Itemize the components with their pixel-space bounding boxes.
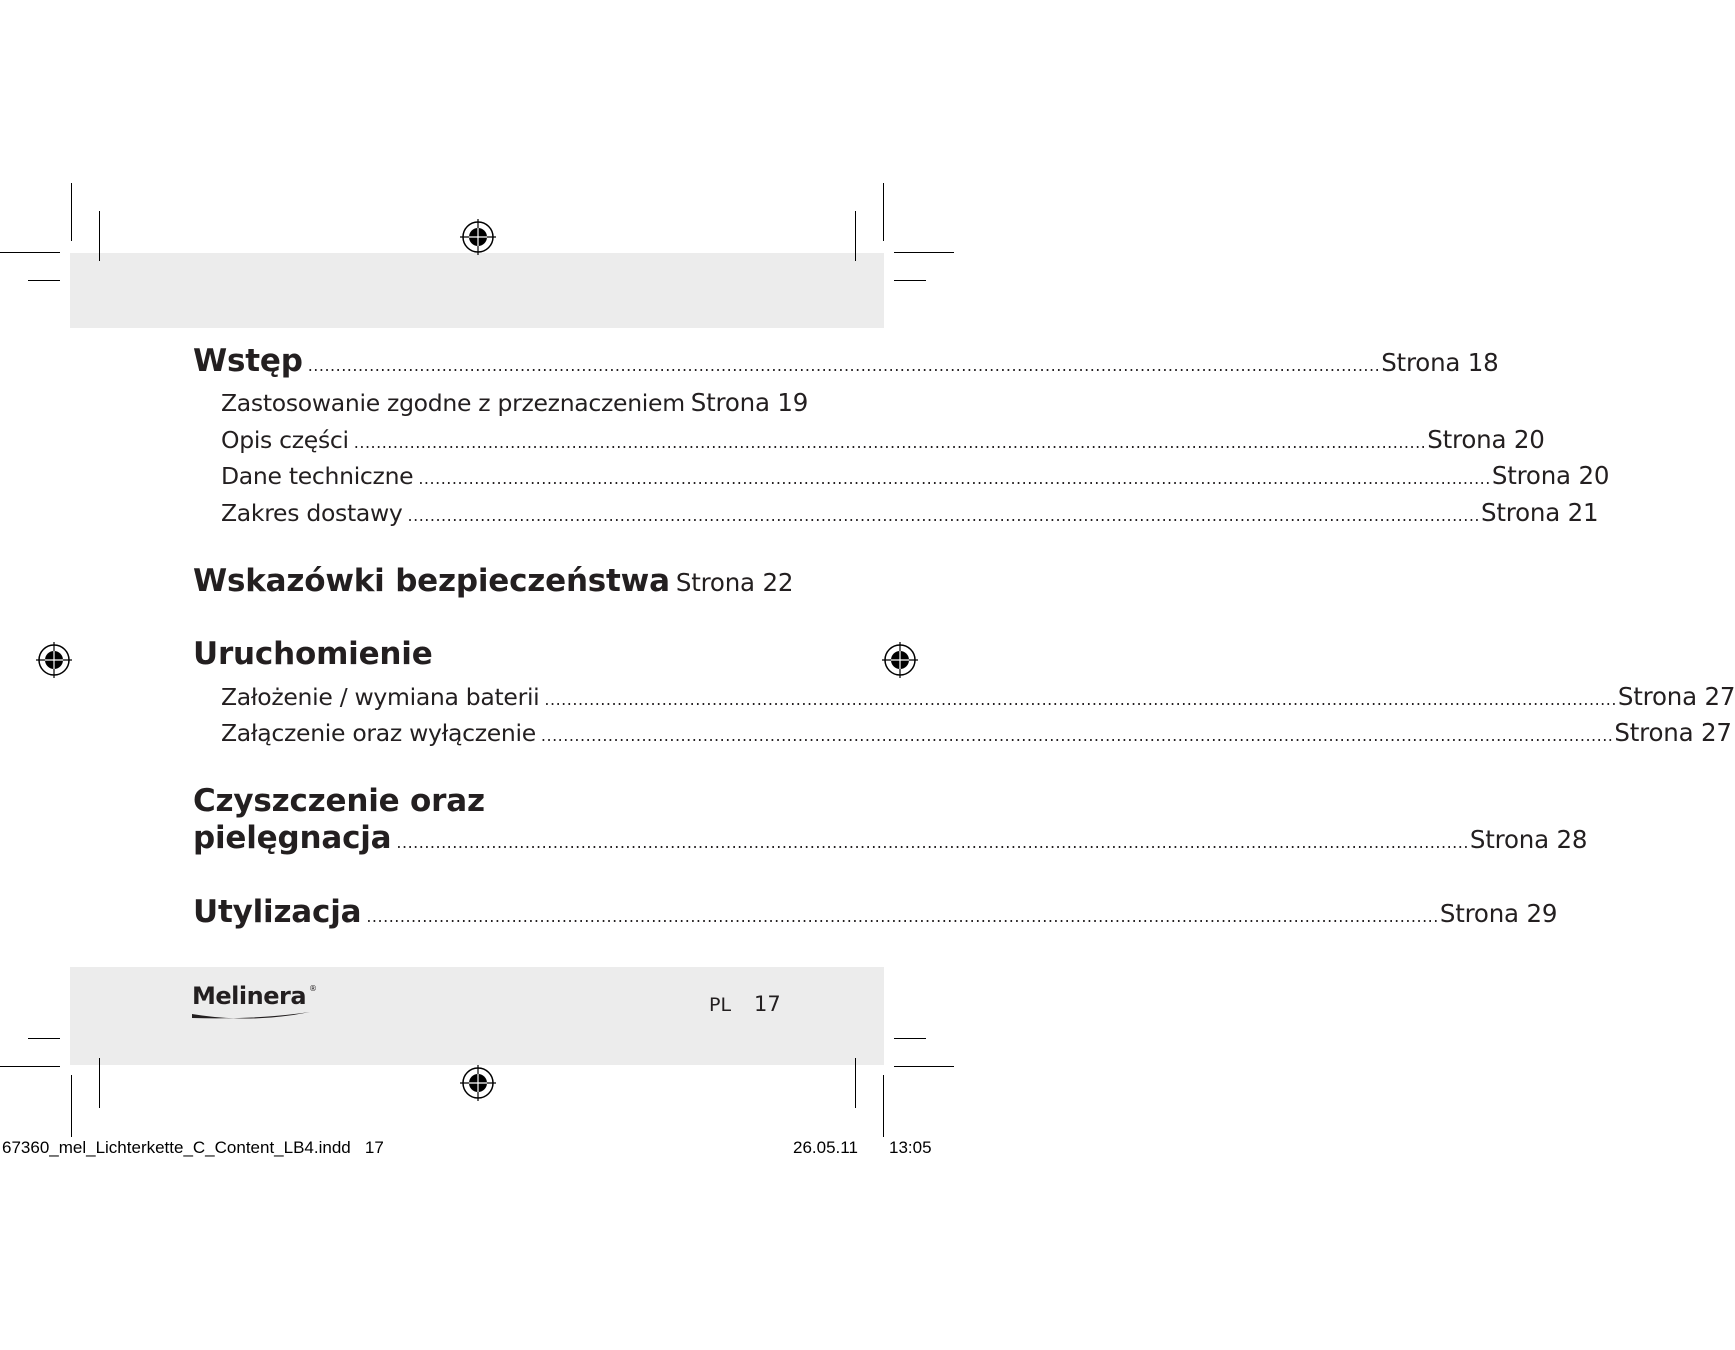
toc-page-ref: Strona 27 [1614,718,1732,747]
footer-language: PL [709,994,732,1016]
toc-page-ref: Strona 29 [1439,899,1558,928]
dot-leader [308,356,1381,375]
brand-logo [192,980,322,1028]
dot-leader [366,907,1439,926]
toc-subheading: Zastosowanie zgodne z przeznaczeniem [221,389,685,417]
toc-entry-zastosowanie [221,388,809,417]
brand-name: Melinera [192,982,307,1010]
toc-subheading: Dane techniczne [221,462,414,490]
toc-entry-wstep [193,343,1499,379]
toc-subheading: Opis części [221,426,349,454]
toc-heading: Wskazówki bezpieczeństwa [193,563,670,599]
toc-entry-opis [221,425,1545,454]
toc-page-ref: Strona 20 [1427,425,1545,454]
dot-leader [541,726,1614,745]
toc-subheading: Zakres dostawy [221,499,403,527]
logo-swoosh-icon [192,1010,312,1024]
toc-heading-czyszczenie: Czyszczenie oraz [193,783,485,819]
toc-entry-zalaczenie [221,718,1732,747]
slug-date: 26.05.11 [793,1138,858,1157]
toc-entry-dane [221,461,1610,490]
toc-page-ref: Strona 19 [690,388,809,417]
toc-page-ref: Strona 27 [1617,682,1735,711]
toc-heading-uruchomienie: Uruchomienie [193,636,433,672]
toc-page-ref: Strona 20 [1491,461,1610,490]
dot-leader [408,506,1481,525]
toc-page-ref: Strona 22 [675,568,794,597]
toc-entry-zakres [221,498,1599,527]
slug-file-name: 67360_mel_Lichterkette_C_Content_LB4.indd 17 [2,1138,384,1157]
dot-leader [418,469,1491,488]
toc-page-ref: Strona 18 [1381,348,1499,377]
toc-subheading: Założenie / wymiana baterii [221,683,540,711]
footer-page-number: 17 [754,992,781,1016]
dot-leader [354,433,1427,452]
toc-heading: Wstęp [193,343,303,379]
toc-page-ref: Strona 21 [1481,498,1599,527]
toc-entry-czyszczenie [193,820,1588,856]
dot-leader [396,833,1469,852]
toc-subheading: Załączenie oraz wyłączenie [221,719,536,747]
registered-mark: ® [309,984,317,993]
toc-heading: pielęgnacja [193,820,392,856]
dot-leader [544,690,1617,709]
toc-page-ref: Strona 28 [1469,825,1588,854]
toc-heading: Utylizacja [193,894,362,930]
toc-entry-zalozenie [221,682,1735,711]
slug-time: 13:05 [889,1138,932,1157]
toc-entry-utylizacja [193,894,1558,930]
toc-entry-wskazowki [193,563,794,599]
